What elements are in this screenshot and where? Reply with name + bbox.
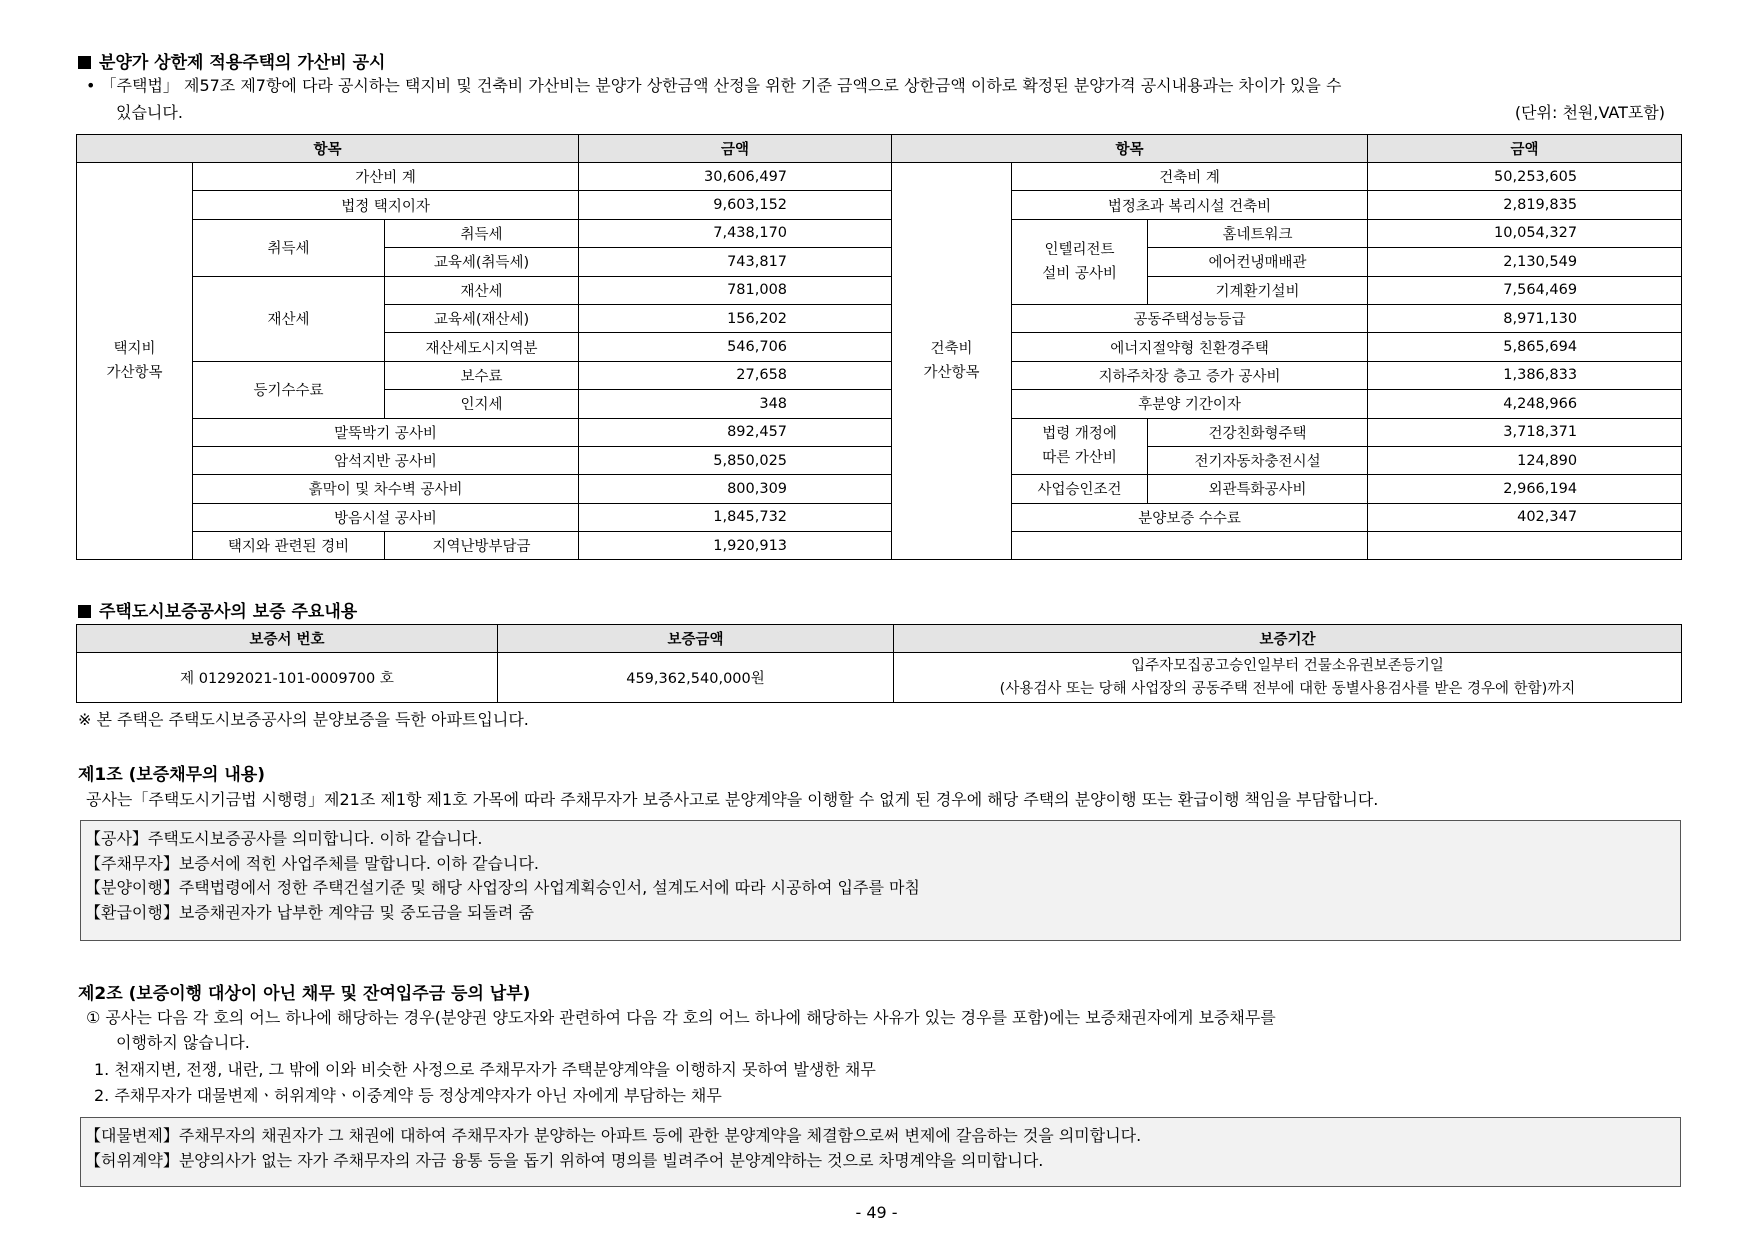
article2-para1-cont: 이행하지 않습니다. [116, 1033, 250, 1052]
unit-label: (단위: 천원,VAT포함) [1514, 103, 1665, 122]
cell-label: 취득세 [385, 219, 579, 247]
table-row [77, 191, 1682, 219]
table-row [77, 219, 1682, 247]
cell-value: 2,130,549 [1368, 248, 1682, 276]
cell-value: 402,347 [1368, 503, 1682, 531]
cell-value: 27,658 [579, 361, 892, 389]
cell-label: 에너지절약형 친환경주택 [1012, 333, 1368, 361]
cell-value: 5,850,025 [579, 446, 892, 474]
definition-line: 【주채무자】보증서에 적힌 사업주체를 말합니다. 이하 같습니다. [85, 853, 540, 873]
cost-table [76, 134, 1682, 560]
cell-value: 5,865,694 [1368, 333, 1682, 361]
definition-line: 【대물변제】주채무자의 채권자가 그 채권에 대하여 주채무자가 분양하는 아파트 등에 관한 분양계약을 체결함으로써 변제에 갈음하는 것을 의미합니다. [85, 1126, 1142, 1145]
definition-line: 【분양이행】주택법령에서 정한 주택건설기준 및 해당 사업장의 사업계획승인서, 설계도서에 따라 시공하여 입주를 마침 [85, 878, 920, 897]
table-row [77, 163, 1682, 191]
period-line2: (사용검사 또는 당해 사업장의 공동주택 전부에 대한 동별사용검사를 받은 경우에 한함)까지 [999, 680, 1576, 697]
definition-line: 【환급이행】보증채권자가 납부한 계약금 및 중도금을 되돌려 줌 [85, 902, 534, 922]
guarantee-table-header [77, 625, 1682, 653]
cell-label: 전기자동차충전시설 [1148, 446, 1368, 474]
notice-line1: • 「주택법」 제57조 제7항에 다라 공시하는 택지비 및 건축비 가산비는 분양가 상한금액 산정을 위한 기준 금액으로 상한금액 이하로 확정된 분양가격 공시내용과는 차이가 있을 수 [86, 76, 1342, 95]
cell-value: 348 [579, 390, 892, 418]
cell-label: 말뚝박기 공사비 [193, 418, 579, 446]
cell-value: 1,920,913 [579, 532, 892, 560]
cell-label: 분양보증 수수료 [1012, 503, 1368, 531]
cell-value: 800,309 [579, 475, 892, 503]
cell-label: 법령 개정에 따른 가산비 [1012, 418, 1148, 475]
cell-value: 781,008 [579, 276, 892, 304]
table-row [77, 653, 1682, 703]
notice-line2: 있습니다. [116, 103, 183, 122]
header-guarantee-amount: 보증금액 [498, 625, 894, 653]
cell-value: 4,248,966 [1368, 390, 1682, 418]
cell-value: 7,564,469 [1368, 276, 1682, 304]
header-guarantee-period: 보증기간 [894, 625, 1682, 653]
header-item-2: 항목 [892, 135, 1368, 163]
cell-label: 후분양 기간이자 [1012, 390, 1368, 418]
cell-value: 546,706 [579, 333, 892, 361]
right-group-label: 건축비 가산항목 [892, 163, 1012, 560]
cell-value: 156,202 [579, 304, 892, 332]
empty-cell [1012, 532, 1368, 560]
cell-label: 건축비 계 [1012, 163, 1368, 191]
empty-cell [1368, 532, 1682, 560]
cell-label: 택지와 관련된 경비 [193, 532, 385, 560]
cell-value: 10,054,327 [1368, 219, 1682, 247]
cell-label: 보수료 [385, 361, 579, 389]
table-row [77, 418, 1682, 446]
guarantee-note: ※ 본 주택은 주택도시보증공사의 분양보증을 득한 아파트입니다. [78, 710, 529, 729]
cell-label: 법정초과 복리시설 건축비 [1012, 191, 1368, 219]
table-row [77, 361, 1682, 389]
guarantee-table [76, 624, 1682, 703]
cell-label: 등기수수료 [193, 361, 385, 418]
table-row [77, 532, 1682, 560]
cell-label: 재산세도시지역분 [385, 333, 579, 361]
cell-label: 건강친화형주택 [1148, 418, 1368, 446]
cell-label: 흙막이 및 차수벽 공사비 [193, 475, 579, 503]
section-title-text: 주택도시보증공사의 보증 주요내용 [99, 602, 358, 622]
table-row [77, 446, 1682, 474]
cell-value: 30,606,497 [579, 163, 892, 191]
cell-label: 공동주택성능등급 [1012, 304, 1368, 332]
square-bullet-icon [78, 605, 91, 618]
cell-label: 지하주차장 층고 증가 공사비 [1012, 361, 1368, 389]
notice-text: 「주택법」 제57조 제7항에 다라 공시하는 택지비 및 건축비 가산비는 분양가 상한금액 산정을 위한 기준 금액으로 상한금액 이하로 확정된 분양가격 공시내용과는 차이가 있을 수 [100, 76, 1342, 95]
cell-label: 가산비 계 [193, 163, 579, 191]
cell-label: 홈네트워크 [1148, 219, 1368, 247]
left-group-label: 택지비 가산항목 [77, 163, 193, 560]
article1-definitions-box [80, 820, 1681, 941]
cell-label: 방음시설 공사비 [193, 503, 579, 531]
article2-item2: 2. 주채무자가 대물변제ㆍ허위계약ㆍ이중계약 등 정상계약자가 아닌 자에게 부담하는 채무 [94, 1086, 722, 1105]
table-row [77, 503, 1682, 531]
cell-value: 1,845,732 [579, 503, 892, 531]
cell-value: 743,817 [579, 248, 892, 276]
cell-value: 1,386,833 [1368, 361, 1682, 389]
cell-label: 법정 택지이자 [193, 191, 579, 219]
section-title-text: 분양가 상한제 적용주택의 가산비 공시 [99, 53, 386, 73]
article1-title: 제1조 (보증채무의 내용) [78, 765, 266, 785]
header-cert-no: 보증서 번호 [77, 625, 498, 653]
cell-value: 2,966,194 [1368, 475, 1682, 503]
cell-label: 인지세 [385, 390, 579, 418]
article1-text: 공사는「주택도시기금법 시행령」제21조 제1항 제1호 가목에 따라 주채무자가 보증사고로 분양계약을 이행할 수 없게 된 경우에 해당 주택의 분양이행 또는 환급이행 책임을 부담합니다. [86, 790, 1379, 809]
cell-label: 재산세 [193, 276, 385, 361]
definition-line: 【공사】주택도시보증공사를 의미합니다. 이하 같습니다. [85, 829, 483, 848]
cell-label: 취득세 [193, 219, 385, 276]
cell-label: 교육세(취득세) [385, 248, 579, 276]
cell-value: 9,603,152 [579, 191, 892, 219]
period-line1: 입주자모집공고승인일부터 건물소유권보존등기일 [1131, 657, 1444, 674]
article2-para1: ① 공사는 다음 각 호의 어느 하나에 해당하는 경우(분양권 양도자와 관련하여 다음 각 호의 어느 하나에 해당하는 사유가 있는 경우를 포함)에는 보증채권자에게 보증채무를 [86, 1008, 1276, 1027]
cell-label: 외관특화공사비 [1148, 475, 1368, 503]
cell-value: 124,890 [1368, 446, 1682, 474]
article2-definitions-box [80, 1117, 1681, 1187]
article2-title: 제2조 (보증이행 대상이 아닌 채무 및 잔여입주금 등의 납부) [78, 984, 531, 1004]
cell-value: 2,819,835 [1368, 191, 1682, 219]
header-amount-2: 금액 [1368, 135, 1682, 163]
table-row [77, 475, 1682, 503]
article2-item1: 1. 천재지변, 전쟁, 내란, 그 밖에 이와 비슷한 사정으로 주채무자가 주택분양계약을 이행하지 못하여 발생한 채무 [94, 1060, 876, 1079]
cell-label: 암석지반 공사비 [193, 446, 579, 474]
page-number: - 49 - [855, 1203, 898, 1222]
cert-no: 제 01292021-101-0009700 호 [77, 653, 498, 703]
header-amount: 금액 [579, 135, 892, 163]
cell-label: 교육세(재산세) [385, 304, 579, 332]
cell-label: 인텔리전트 설비 공사비 [1012, 219, 1148, 304]
guarantee-amount: 459,362,540,000원 [498, 653, 894, 703]
section-title-cost [78, 48, 385, 73]
cell-label: 재산세 [385, 276, 579, 304]
cell-label: 기계환기설비 [1148, 276, 1368, 304]
cell-label: 지역난방부담금 [385, 532, 579, 560]
cell-value: 892,457 [579, 418, 892, 446]
cell-value: 50,253,605 [1368, 163, 1682, 191]
square-bullet-icon [78, 56, 91, 69]
header-item: 항목 [77, 135, 579, 163]
cell-value: 8,971,130 [1368, 304, 1682, 332]
cost-table-header [77, 135, 1682, 163]
guarantee-period [894, 653, 1682, 703]
definition-line: 【허위계약】분양의사가 없는 자가 주채무자의 자금 융통 등을 돕기 위하여 명의를 빌려주어 분양계약하는 것으로 차명계약을 의미합니다. [85, 1150, 1044, 1170]
table-row [77, 276, 1682, 304]
cell-value: 7,438,170 [579, 219, 892, 247]
cell-label: 사업승인조건 [1012, 475, 1148, 503]
section-title-guarantee [78, 597, 357, 622]
cell-label: 에어컨냉매배관 [1148, 248, 1368, 276]
cell-value: 3,718,371 [1368, 418, 1682, 446]
